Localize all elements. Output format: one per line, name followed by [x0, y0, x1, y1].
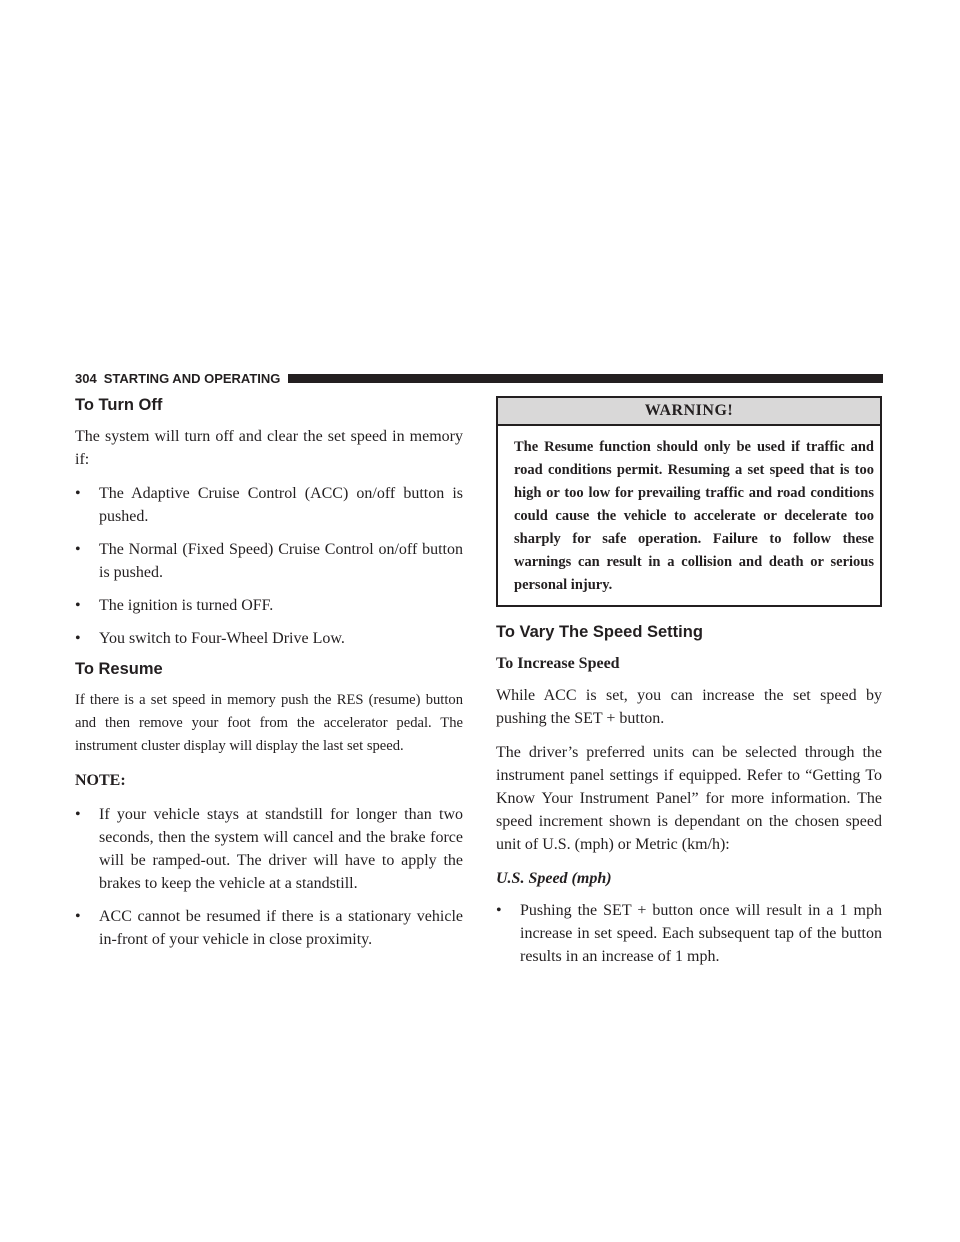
- bullet-icon: •: [496, 902, 502, 919]
- turn-off-list: [75, 482, 463, 650]
- page-number: 304: [75, 370, 97, 386]
- list-item: • The Adaptive Cruise Control (ACC) on/off button is pushed.: [75, 482, 463, 528]
- bullet-icon: •: [75, 485, 81, 502]
- bullet-icon: •: [75, 597, 81, 614]
- vary-para-1: While ACC is set, you can increase the set speed by pushing the SET + button.: [496, 687, 882, 727]
- list-item: • The ignition is turned OFF.: [75, 594, 463, 617]
- section-title: STARTING AND OPERATING: [103, 370, 281, 386]
- warning-title: WARNING!: [498, 398, 880, 426]
- bullet-icon: •: [75, 806, 81, 823]
- turn-off-intro: The system will turn off and clear the set speed in memory if:: [75, 428, 463, 468]
- resume-notes-list: [75, 803, 463, 951]
- resume-body: If there is a set speed in memory push the RES (resume) button and then remove your foot from the accelerator pedal. The instrument cluster display will display the last set speed.: [75, 692, 463, 754]
- page-header: [75, 370, 883, 386]
- bullet-icon: •: [75, 630, 81, 647]
- right-column: [496, 396, 882, 978]
- bullet-icon: •: [75, 541, 81, 558]
- us-speed-label: U.S. Speed (mph): [496, 870, 612, 887]
- vary-heading: To Vary The Speed Setting: [496, 623, 703, 641]
- list-item: • The Normal (Fixed Speed) Cruise Control on/off button is pushed.: [75, 538, 463, 584]
- list-item: • ACC cannot be resumed if there is a stationary vehicle in-front of your vehicle in close proximity.: [75, 905, 463, 951]
- bullet-icon: •: [75, 908, 81, 925]
- resume-heading: To Resume: [75, 660, 163, 678]
- turn-off-heading: To Turn Off: [75, 396, 163, 414]
- increase-speed-subheading: To Increase Speed: [496, 655, 620, 672]
- warning-box: [496, 396, 882, 607]
- left-column: [75, 396, 463, 961]
- note-label: NOTE:: [75, 772, 126, 789]
- list-item: • You switch to Four-Wheel Drive Low.: [75, 627, 463, 650]
- vary-para-2: The driver’s preferred units can be selected through the instrument panel settings if equipped. Refer to “Getting To Know Your Instrument Panel” for more information. The speed increment shown is dependant on the chosen speed unit of U.S. (mph) or Metric (km/h):: [496, 744, 882, 853]
- us-speed-list: [496, 899, 882, 968]
- list-item: • If your vehicle stays at standstill for longer than two seconds, then the system will cancel and the brake force will be ramped-out. The driver will have to apply the brakes to keep the vehicle at a standstill.: [75, 803, 463, 895]
- list-item: • Pushing the SET + button once will result in a 1 mph increase in set speed. Each subsequent tap of the button results in an increase of 1 mph.: [496, 899, 882, 968]
- header-rule: [288, 374, 883, 383]
- warning-body: The Resume function should only be used if traffic and road conditions permit. Resuming a set speed that is too high or too low for prevailing traffic and road conditions could cause the vehicle to accelerate or decelerate too sharply for safe operation. Failure to follow these warnings can result in a collision and death or serious personal injury.: [514, 439, 874, 593]
